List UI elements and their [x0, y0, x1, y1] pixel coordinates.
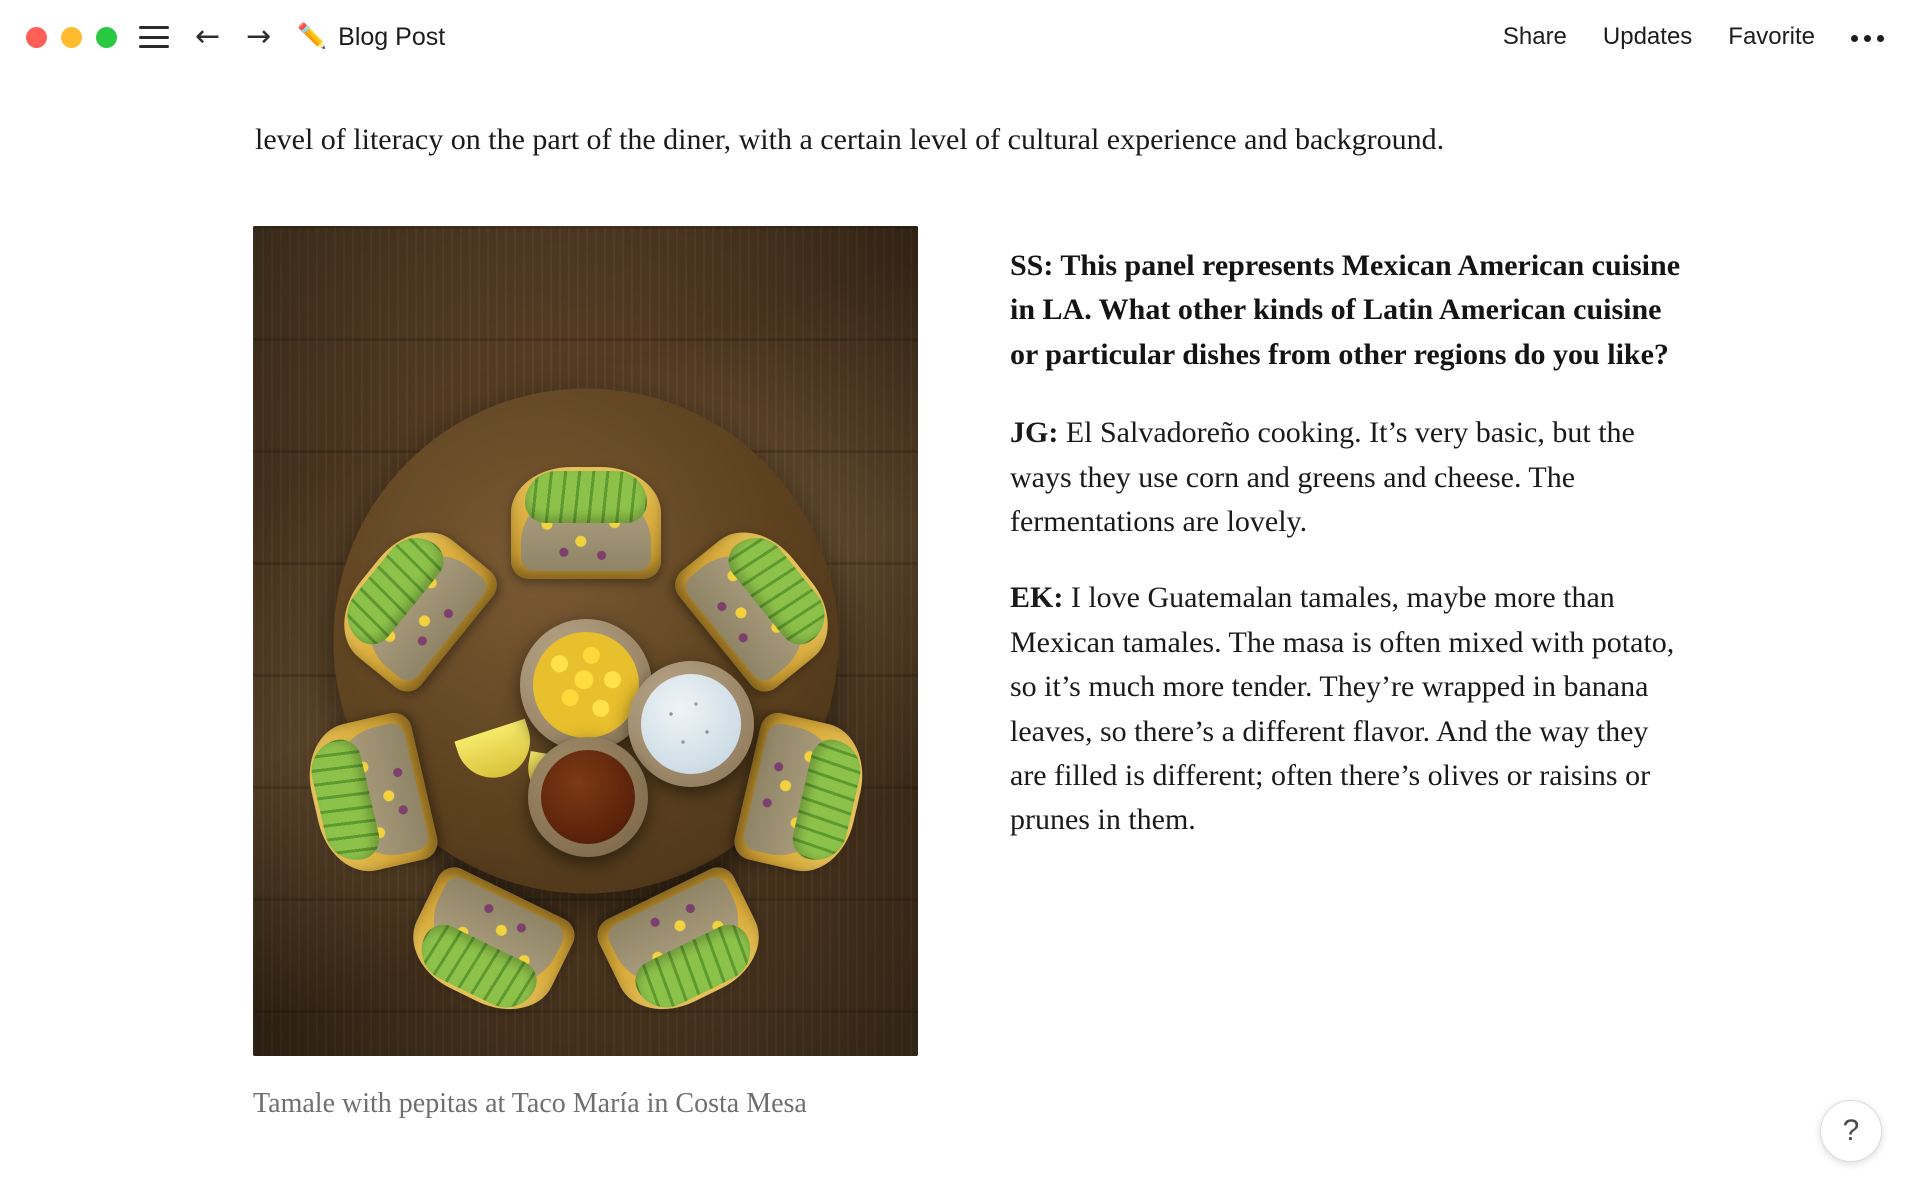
article-content [0, 74, 1920, 1200]
interview-question: SS: This panel represents Mexican American cuisine in LA. What other kinds of Latin American cuisine or particular dishes from other regions do you like? [1010, 249, 1681, 371]
updates-button[interactable]: Updates [1602, 23, 1693, 50]
figure-caption: Tamale with pepitas at Taco María in Costa Mesa [253, 1088, 807, 1119]
share-button[interactable]: Share [1502, 23, 1567, 50]
document-title-group[interactable] [297, 23, 445, 52]
answer-text-jg: El Salvadoreño cooking. It’s very basic, but the ways they use corn and greens and cheese. The fermentations are lovely. [1010, 416, 1635, 538]
minimize-window-button[interactable] [61, 27, 82, 48]
titlebar-actions [1503, 23, 1884, 51]
salsa-bowl [528, 737, 648, 857]
window-titlebar [0, 0, 1920, 74]
window-controls [26, 27, 117, 48]
crema-bowl [628, 661, 754, 787]
speaker-label-jg: JG: [1010, 416, 1059, 450]
forward-arrow-icon[interactable]: → [246, 19, 272, 54]
interview-answer-ek [1010, 576, 1690, 842]
more-options-icon[interactable] [1851, 33, 1884, 42]
close-window-button[interactable] [26, 27, 47, 48]
answer-text-ek: I love Guatemalan tamales, maybe more than Mexican tamales. The masa is often mixed with potato, so it’s much more tender. They’re wrapped in banana leaves, so there’s a different flavor. And the way they are filled is different; often there’s olives or raisins or prunes in them. [1010, 581, 1675, 837]
page-title: Blog Post [338, 22, 446, 51]
interview-answer-jg [1010, 411, 1690, 544]
maximize-window-button[interactable] [96, 27, 117, 48]
help-button[interactable]: ? [1820, 1100, 1882, 1162]
menu-icon[interactable] [139, 26, 169, 48]
lead-paragraph: level of literacy on the part of the diner, with a certain level of cultural experience and background. [255, 123, 1445, 156]
taco [511, 467, 661, 579]
favorite-button[interactable]: Favorite [1728, 23, 1815, 50]
food-photo [253, 226, 918, 1056]
speaker-label-ek: EK: [1010, 581, 1064, 615]
back-arrow-icon[interactable]: ← [195, 19, 221, 54]
navigation-controls [195, 19, 272, 54]
pencil-icon: ✏️ [297, 23, 328, 50]
interview-column [1010, 244, 1690, 875]
article-figure [253, 226, 918, 1125]
